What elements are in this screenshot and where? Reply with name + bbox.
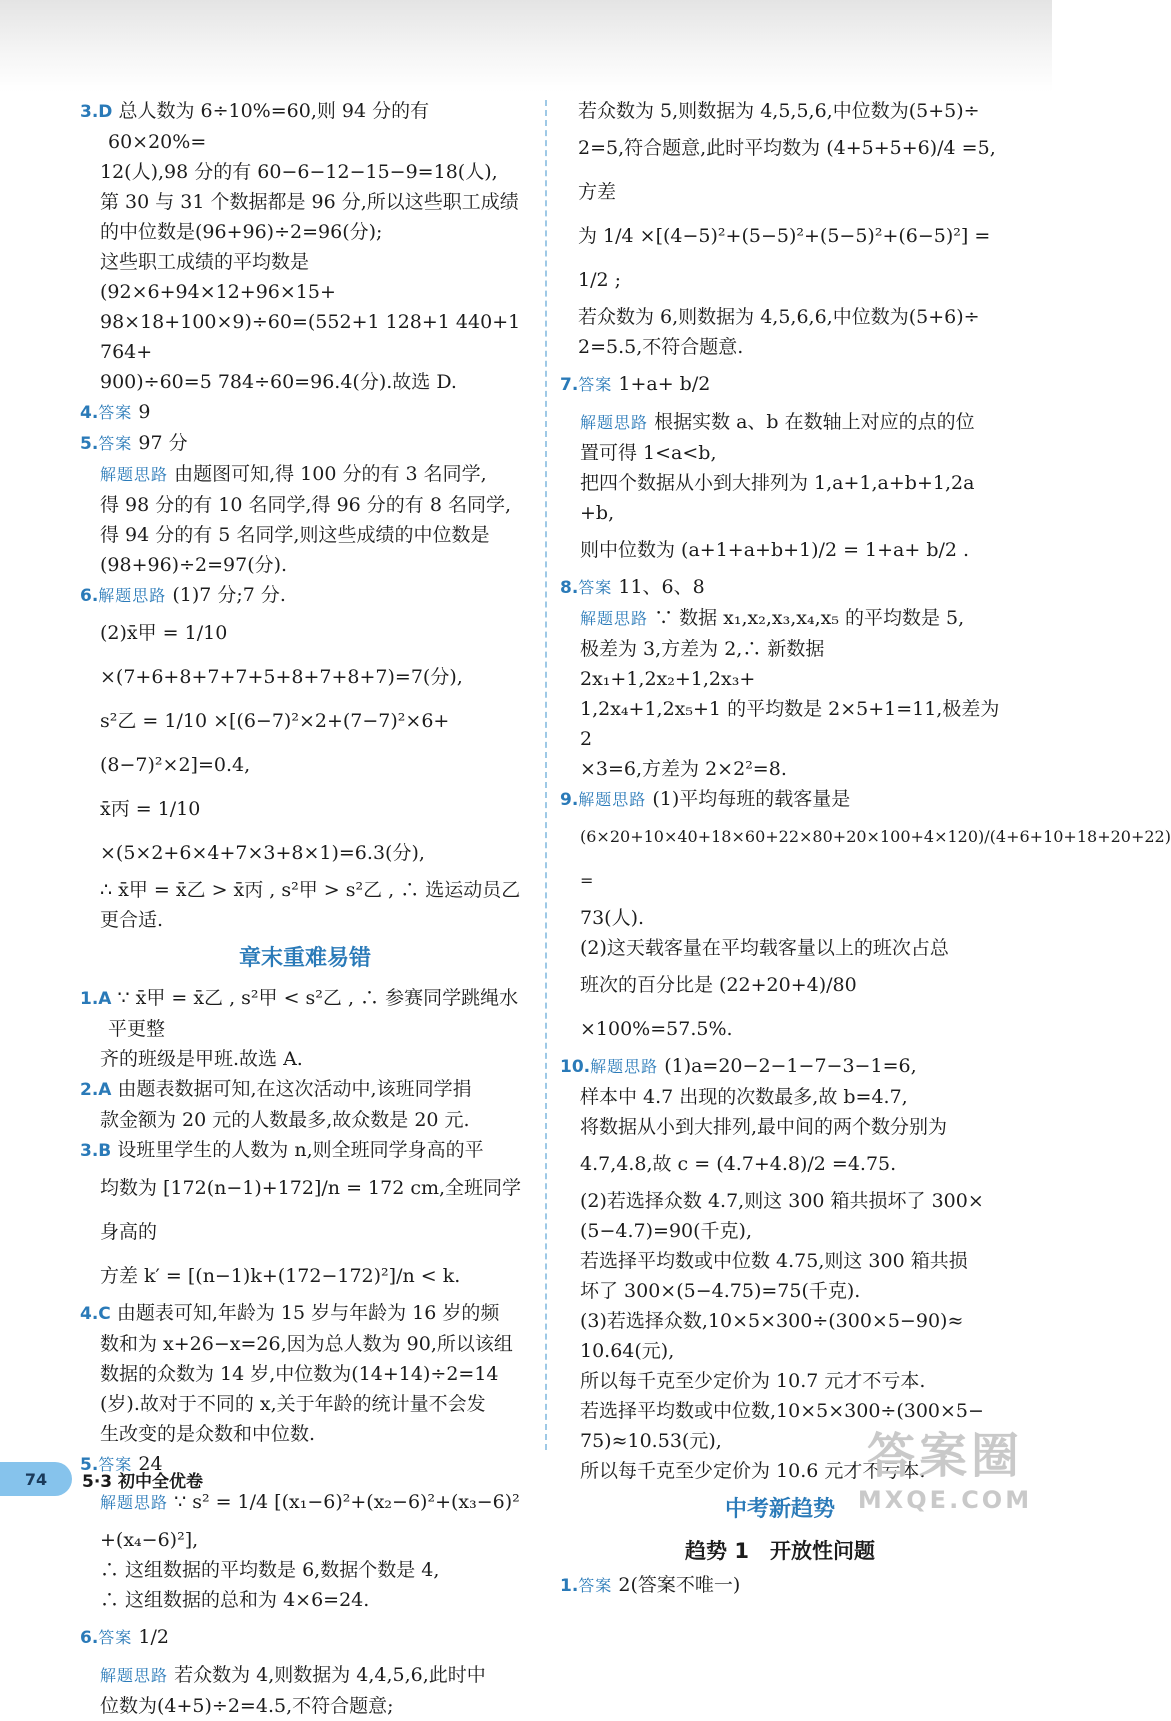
section-title-chapter-review: 章末重难易错 [238,946,371,971]
review-question-4: 4.C 由题表可知,年龄为 15 岁与年龄为 16 岁的频 数和为 x+26−x=26,因为总人数为 90,所以该组 数据的众数为 14 岁,中位数为(14+14)÷2=14 (岁).故对于不同的 x,关于年龄的统计量不会发 生改变的是众数和中位数. [80,1302,513,1445]
review-question-6: 6.答案 1/2 解题思路 若众数为 4,则数据为 4,4,5,6,此时中 位数为(4+5)÷2=4.5,不符合题意; [80,1626,486,1717]
question-6: 6.解题思路 (1)7 分;7 分. (2)x̄甲 = 1/10 ×(7+6+8+7+7+5+8+7+8+7)=7(分), s²乙 = 1/10 ×[(6−7)²×2+(7−7)²×6+(8−7)²×2]=0.4, x̄丙 = 1/10 ×(5×2+6×4+7×3+8×1)=6.3(分), ∴ x̄甲 = x̄乙 > x̄丙 , s²甲 > s²乙 , ∴ 选运动员乙更合适. [80,584,521,931]
solution-tag: 解题思路 [98,586,167,605]
solution-tag: 解题思路 [578,790,647,809]
page-footer [0,1462,240,1496]
solution-tag: 解题思路 [580,413,649,432]
solution-tag: 解题思路 [100,1493,169,1512]
solution-tag: 解题思路 [100,465,169,484]
review-question-9: 9.解题思路 (1)平均每班的载客量是 (6×20+10×40+18×60+22×80+20×100+4×120)/(4+6+10+18+20+22) = 73(人). (2)这天载客量在平均载客量以上的班次占总 班次的百分比是 (22+20+4)/80 ×100%=57.5%. [560,788,1171,1040]
review-question-1: 1.A ∵ x̄甲 = x̄乙 , s²甲 < s²乙 , ∴ 参赛同学跳绳水平更整 齐的班级是甲班.故选 A. [80,987,519,1070]
review-question-6-continued: 若众数为 5,则数据为 4,5,5,6,中位数为(5+5)÷ 2=5,符合题意,此时平均数为 (4+5+5+6)/4 =5,方差 为 1/4 ×[(4−5)²+(5−5)²+(5−5)²+(6−5)²] = 1/2 ; 若众数为 6,则数据为 4,5,6,6,中位数为(5+6)÷ 2=5.5,不符合题意. [578,100,996,358]
solution-tag: 解题思路 [580,609,649,628]
review-question-2: 2.A 由题表数据可知,在这次活动中,该班同学捐 款金额为 20 元的人数最多,故众数是 20 元. [80,1078,472,1131]
question-3: 3.D 总人数为 6÷10%=60,则 94 分的有 60×20%= 12(人),98 分的有 60−6−12−15−9=18(人), 第 30 与 31 个数据都是 96 分,所以这些职工成绩 的中位数是(96+96)÷2=96(分); 这些职工成绩的平均数是(92×6+94×12+96×15+ 98×18+100×9)÷60=(552+1 128+1 440+1 764+ 900)÷60=5 784÷60=96.4(分).故选 D. [80,100,521,393]
section-title-exam-trends: 中考新趋势 [724,1497,835,1522]
watermark-url: MXQE.COM [857,1486,1033,1514]
question-5: 5.答案 97 分 解题思路 由题图可知,得 100 分的有 3 名同学, 得 98 分的有 10 名同学,得 96 分的有 8 名同学, 得 94 分的有 5 名同学,则这些成绩的中位数是 (98+96)÷2=97(分). [80,432,512,576]
review-question-5: 5.答案 24 解题思路 ∵ s² = 1/4 [(x₁−6)²+(x₂−6)²+(x₃−6)² +(x₄−6)²], ∴ 这组数据的平均数是 6,数据个数是 4, ∴ 这组数据的总和为 4×6=24. [80,1453,520,1611]
question-4: 4.答案 9 [80,401,151,423]
review-question-10: 10.解题思路 (1)a=20−2−1−7−3−1=6, 样本中 4.7 出现的次数最多,故 b=4.7, 将数据从小到大排列,最中间的两个数分别为 4.7,4.8,故 c = (4.7+4.8)/2 =4.75. (2)若选择众数 4.7,则这 300 箱共损坏了 300× (5−4.7)=90(千克), 若选择平均数或中位数 4.75,则这 300 箱共损 坏了 300×(5−4.75)=75(千克). (3)若选择众数,10×5×300÷(300×5−90)≈ 10.64(元), 所以每千克至少定价为 10.7 元才不亏本. 若选择平均数或中位数,10×5×300÷(300×5− 75)≈10.53(元), 所以每千克至少定价为 10.6 元才不亏本. [560,1055,984,1482]
answer-tag: 答案 [98,1455,133,1474]
question-number: 3.D [80,102,113,122]
answer-tag: 答案 [578,375,613,394]
trend-question-1: 1.答案 2(答案不唯一) [560,1574,741,1596]
review-question-8: 8.答案 11、6、8 解题思路 ∵ 数据 x₁,x₂,x₃,x₄,x₅ 的平均数是 5, 极差为 3,方差为 2,∴ 新数据 2x₁+1,2x₂+1,2x₃+ 1,2x₄+1,2x₅+1 的平均数是 2×5+1=11,极差为 2 ×3=6,方差为 2×2²=8. [560,576,1000,780]
answer-tag: 答案 [98,1628,133,1647]
answer-tag: 答案 [578,1576,613,1595]
book-title: 5·3 初中全优卷 [82,1471,204,1492]
watermark-text: 答案圈 [866,1428,1023,1484]
top-shadow-band [0,0,1052,92]
answer-tag: 答案 [98,403,133,422]
answer-tag: 答案 [578,578,613,597]
column-divider [545,100,547,1450]
subsection-title-trend-1: 趋势 1 开放性问题 [685,1539,875,1563]
watermark-logo [850,1426,1040,1526]
review-question-7: 7.答案 1+a+ b/2 解题思路 根据实数 a、b 在数轴上对应的点的位 置可得 1<a<b, 把四个数据从小到大排列为 1,a+1,a+b+1,2a +b, 则中位数为 (a+1+a+b+1)/2 = 1+a+ b/2 . [560,373,975,561]
review-question-3: 3.B 设班里学生的人数为 n,则全班同学身高的平 均数为 [172(n−1)+172]/n = 172 cm,全班同学身高的 方差 k′ = [(n−1)k+(172−172)²]/n < k. [80,1139,522,1287]
page-number: 74 [0,1462,72,1496]
solution-tag: 解题思路 [100,1666,169,1685]
answer-tag: 答案 [98,434,133,453]
solution-tag: 解题思路 [590,1057,659,1076]
